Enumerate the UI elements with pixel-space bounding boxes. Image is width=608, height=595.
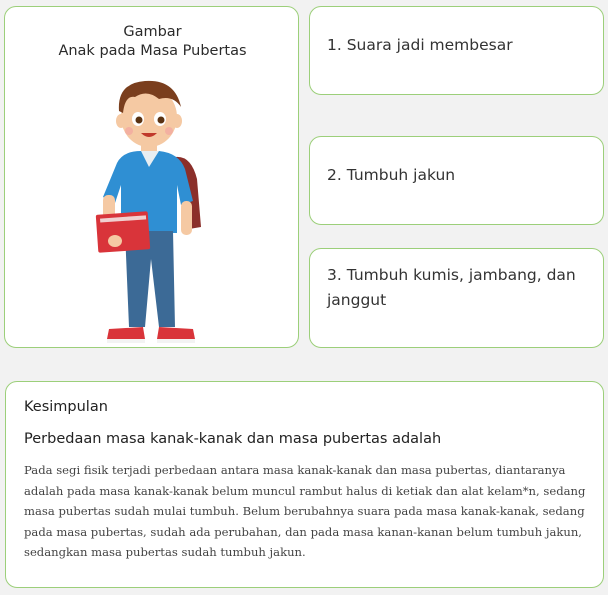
image-caption <box>5 23 300 61</box>
image-caption-line2: Anak pada Masa Pubertas <box>58 43 247 59</box>
feature-text-1: 1. Suara jadi membesar <box>327 36 513 54</box>
feature-card-3 <box>309 248 604 348</box>
feature-text-2: 2. Tumbuh jakun <box>327 166 456 184</box>
conclusion-card <box>5 381 604 588</box>
feature-text-3: 3. Tumbuh kumis, jambang, dan janggut <box>327 266 576 309</box>
image-caption-line1: Gambar <box>123 24 182 40</box>
conclusion-heading: Perbedaan masa kanak-kanak dan masa pubertas adalah <box>24 431 442 447</box>
conclusion-title: Kesimpulan <box>24 399 108 415</box>
image-card <box>4 6 299 348</box>
conclusion-body: Pada segi fisik terjadi perbedaan antara masa kanak-kanak dan masa pubertas, diantaranya adalah pada masa kanak-kanak belum muncul rambut halus di ketiak dan alat kelam*n, sedang masa pubertas sudah mulai tumbuh. Belum berubahnya suara pada masa kanak-kanak, sedang pada masa pubertas, sudah ada perubahan, dan pada masa kanan-kanan belum tumbuh jakun, sedangkan masa pubertas sudah tumbuh jakun. <box>24 463 586 560</box>
feature-card-1 <box>309 6 604 95</box>
boy-illustration <box>93 77 213 349</box>
feature-card-2 <box>309 136 604 225</box>
